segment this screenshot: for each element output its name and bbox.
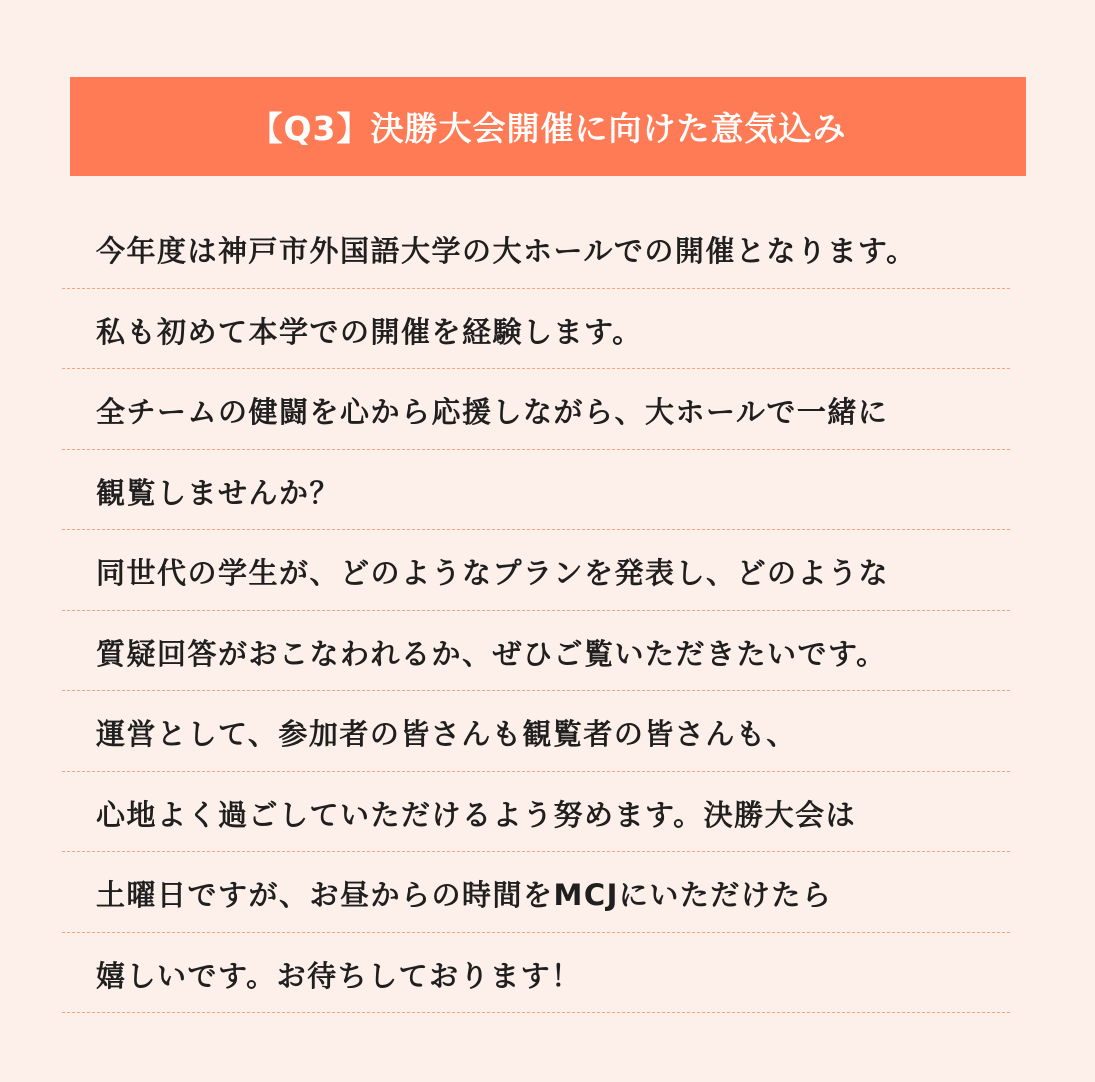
section-header (70, 77, 1026, 176)
line-text: 観覧しませんか？ (96, 475, 341, 510)
text-line (62, 691, 1010, 772)
text-line (62, 450, 1010, 531)
text-line (62, 369, 1010, 450)
line-text: 全チームの健闘を心から応援しながら、大ホールで一緒に (96, 395, 889, 430)
text-line (62, 208, 1010, 289)
line-text: 土曜日ですが、お昼からの時間をMCJにいただけたら (96, 878, 833, 913)
line-text: 私も初めて本学での開催を経験します。 (96, 314, 643, 349)
line-text: 今年度は神戸市外国語大学の大ホールでの開催となります。 (96, 234, 917, 269)
text-line (62, 852, 1010, 933)
line-text: 心地よく過ごしていただけるよう努めます。決勝大会は (96, 797, 857, 832)
line-text: 同世代の学生が、どのようなプランを発表し、どのような (96, 556, 890, 591)
text-line (62, 530, 1010, 611)
text-line (62, 289, 1010, 370)
text-line (62, 772, 1010, 853)
section-title: 【Q3】決勝大会開催に向けた意気込み (249, 109, 847, 148)
line-text: 運営として、参加者の皆さんも観覧者の皆さんも、 (96, 717, 797, 752)
line-text: 質疑回答がおこなわれるか、ぜひご覧いただきたいです。 (96, 636, 887, 671)
message-body (62, 208, 1010, 1013)
text-line (62, 611, 1010, 692)
line-text: 嬉しいです。お待ちしております！ (96, 958, 582, 993)
text-line (62, 933, 1010, 1014)
